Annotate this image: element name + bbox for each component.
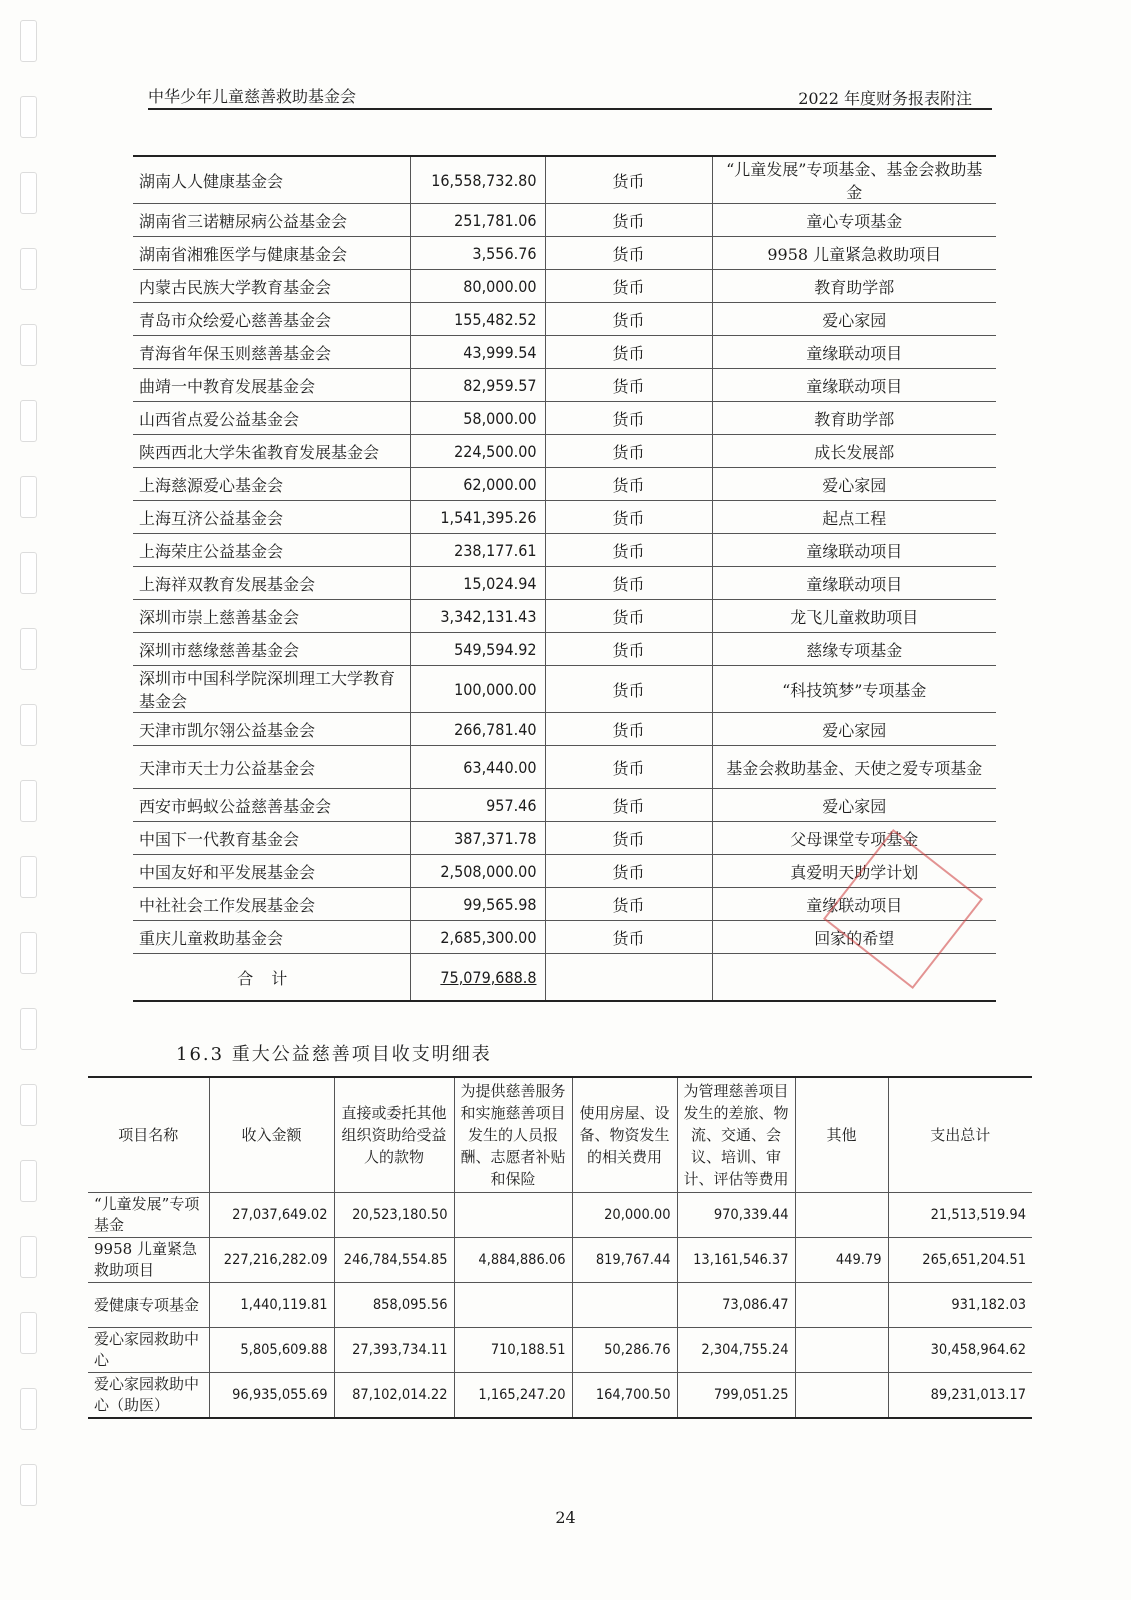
donation-row bbox=[133, 369, 996, 402]
donor-name: 上海互济公益基金会 bbox=[133, 501, 410, 534]
column-header: 使用房屋、设备、物资发生的相关费用 bbox=[572, 1077, 677, 1193]
donation-amount: 238,177.61 bbox=[410, 534, 545, 567]
project-row bbox=[88, 1328, 1032, 1373]
donation-purpose: 爱心家园 bbox=[712, 468, 996, 501]
total-empty-cell bbox=[712, 954, 996, 1002]
donation-row bbox=[133, 336, 996, 369]
donor-name: 陕西西北大学朱雀教育发展基金会 bbox=[133, 435, 410, 468]
donation-type: 货币 bbox=[545, 633, 712, 666]
donation-row bbox=[133, 600, 996, 633]
donation-purpose: 爱心家园 bbox=[712, 303, 996, 336]
project-name: 爱心家园救助中心 bbox=[88, 1328, 209, 1373]
project-value bbox=[795, 1283, 888, 1328]
donation-amount: 62,000.00 bbox=[410, 468, 545, 501]
donation-purpose: 童心专项基金 bbox=[712, 204, 996, 237]
donor-name: 天津市凯尔翎公益基金会 bbox=[133, 713, 410, 746]
project-value: 246,784,554.85 bbox=[334, 1238, 454, 1283]
project-value: 5,805,609.88 bbox=[209, 1328, 334, 1373]
donation-row bbox=[133, 204, 996, 237]
project-value: 50,286.76 bbox=[572, 1328, 677, 1373]
donor-name: 青岛市众绘爱心慈善基金会 bbox=[133, 303, 410, 336]
donation-purpose: “科技筑梦”专项基金 bbox=[712, 666, 996, 713]
column-header: 其他 bbox=[795, 1077, 888, 1193]
donation-amount: 58,000.00 bbox=[410, 402, 545, 435]
donation-purpose: 童缘联动项目 bbox=[712, 888, 996, 921]
project-value: 970,339.44 bbox=[677, 1193, 795, 1238]
donation-row bbox=[133, 746, 996, 789]
binder-hole bbox=[20, 1312, 37, 1354]
binder-hole bbox=[20, 704, 37, 746]
donation-type: 货币 bbox=[545, 600, 712, 633]
donation-amount: 155,482.52 bbox=[410, 303, 545, 336]
project-value: 73,086.47 bbox=[677, 1283, 795, 1328]
project-name: 9958 儿童紧急救助项目 bbox=[88, 1238, 209, 1283]
donation-row bbox=[133, 789, 996, 822]
project-value: 1,165,247.20 bbox=[454, 1373, 572, 1419]
donation-purpose: 童缘联动项目 bbox=[712, 534, 996, 567]
project-value: 89,231,013.17 bbox=[888, 1373, 1032, 1419]
donor-name: 湖南省三诺糖尿病公益基金会 bbox=[133, 204, 410, 237]
header-report-title: 2022 年度财务报表附注 bbox=[798, 89, 972, 108]
project-value: 227,216,282.09 bbox=[209, 1238, 334, 1283]
donation-amount: 99,565.98 bbox=[410, 888, 545, 921]
donation-type: 货币 bbox=[545, 534, 712, 567]
donor-name: 湖南省湘雅医学与健康基金会 bbox=[133, 237, 410, 270]
column-header: 支出总计 bbox=[888, 1077, 1032, 1193]
binder-hole bbox=[20, 1084, 37, 1126]
project-expense-table bbox=[88, 1076, 1032, 1419]
donation-row bbox=[133, 237, 996, 270]
donation-amount: 266,781.40 bbox=[410, 713, 545, 746]
donation-amount: 16,558,732.80 bbox=[410, 156, 545, 204]
project-value: 164,700.50 bbox=[572, 1373, 677, 1419]
donation-purpose: 慈缘专项基金 bbox=[712, 633, 996, 666]
donation-type: 货币 bbox=[545, 921, 712, 954]
page-header bbox=[148, 80, 992, 110]
total-label: 合计 bbox=[133, 954, 410, 1002]
donation-amount: 224,500.00 bbox=[410, 435, 545, 468]
binder-hole bbox=[20, 1160, 37, 1202]
donation-purpose: 起点工程 bbox=[712, 501, 996, 534]
donation-amount: 15,024.94 bbox=[410, 567, 545, 600]
donor-name: 中社社会工作发展基金会 bbox=[133, 888, 410, 921]
donation-type: 货币 bbox=[545, 666, 712, 713]
project-value: 27,393,734.11 bbox=[334, 1328, 454, 1373]
donation-type: 货币 bbox=[545, 501, 712, 534]
donor-name: 中国友好和平发展基金会 bbox=[133, 855, 410, 888]
binder-hole bbox=[20, 856, 37, 898]
column-header: 收入金额 bbox=[209, 1077, 334, 1193]
column-header: 项目名称 bbox=[88, 1077, 209, 1193]
donation-purpose: 真爱明天助学计划 bbox=[712, 855, 996, 888]
binder-hole bbox=[20, 932, 37, 974]
column-header: 为提供慈善服务和实施慈善项目发生的人员报酬、志愿者补贴和保险 bbox=[454, 1077, 572, 1193]
column-header: 为管理慈善项目发生的差旅、物流、交通、会议、培训、审计、评估等费用 bbox=[677, 1077, 795, 1193]
donation-type: 货币 bbox=[545, 468, 712, 501]
project-value: 96,935,055.69 bbox=[209, 1373, 334, 1419]
donation-purpose: 教育助学部 bbox=[712, 402, 996, 435]
project-value: 1,440,119.81 bbox=[209, 1283, 334, 1328]
binder-hole bbox=[20, 172, 37, 214]
donation-purpose: 爱心家园 bbox=[712, 789, 996, 822]
donation-amount: 549,594.92 bbox=[410, 633, 545, 666]
donation-amount: 2,685,300.00 bbox=[410, 921, 545, 954]
donation-type: 货币 bbox=[545, 336, 712, 369]
donation-purpose: 童缘联动项目 bbox=[712, 336, 996, 369]
project-value: 87,102,014.22 bbox=[334, 1373, 454, 1419]
binder-hole bbox=[20, 1464, 37, 1506]
donation-row bbox=[133, 402, 996, 435]
donation-purpose: 成长发展部 bbox=[712, 435, 996, 468]
binder-hole bbox=[20, 400, 37, 442]
project-value: 21,513,519.94 bbox=[888, 1193, 1032, 1238]
donation-type: 货币 bbox=[545, 303, 712, 336]
donation-amount: 2,508,000.00 bbox=[410, 855, 545, 888]
donation-amount: 63,440.00 bbox=[410, 746, 545, 789]
project-value bbox=[795, 1328, 888, 1373]
project-value: 819,767.44 bbox=[572, 1238, 677, 1283]
project-value: 30,458,964.62 bbox=[888, 1328, 1032, 1373]
page-number: 24 bbox=[555, 1508, 576, 1527]
donation-purpose: 基金会救助基金、天使之爱专项基金 bbox=[712, 746, 996, 789]
project-value: 4,884,886.06 bbox=[454, 1238, 572, 1283]
donation-type: 货币 bbox=[545, 435, 712, 468]
donor-name: 上海慈源爱心基金会 bbox=[133, 468, 410, 501]
donation-type: 货币 bbox=[545, 822, 712, 855]
donation-amount: 251,781.06 bbox=[410, 204, 545, 237]
donation-row bbox=[133, 633, 996, 666]
project-row bbox=[88, 1283, 1032, 1328]
donation-row bbox=[133, 534, 996, 567]
binder-hole bbox=[20, 248, 37, 290]
donation-purpose: 童缘联动项目 bbox=[712, 567, 996, 600]
donor-name: 青海省年保玉则慈善基金会 bbox=[133, 336, 410, 369]
donation-row bbox=[133, 501, 996, 534]
project-value: 20,000.00 bbox=[572, 1193, 677, 1238]
donation-type: 货币 bbox=[545, 402, 712, 435]
binder-hole bbox=[20, 780, 37, 822]
donor-name: 深圳市中国科学院深圳理工大学教育基金会 bbox=[133, 666, 410, 713]
donor-name: 山西省点爱公益基金会 bbox=[133, 402, 410, 435]
donation-amount: 43,999.54 bbox=[410, 336, 545, 369]
donation-row bbox=[133, 435, 996, 468]
binder-hole bbox=[20, 324, 37, 366]
project-value bbox=[795, 1373, 888, 1419]
donation-type: 货币 bbox=[545, 270, 712, 303]
project-name: 爱心家园救助中心（助医） bbox=[88, 1373, 209, 1419]
donation-type: 货币 bbox=[545, 713, 712, 746]
project-value: 858,095.56 bbox=[334, 1283, 454, 1328]
project-value: 799,051.25 bbox=[677, 1373, 795, 1419]
donation-row bbox=[133, 713, 996, 746]
binder-hole bbox=[20, 628, 37, 670]
donation-type: 货币 bbox=[545, 237, 712, 270]
project-value: 710,188.51 bbox=[454, 1328, 572, 1373]
donation-type: 货币 bbox=[545, 789, 712, 822]
donation-type: 货币 bbox=[545, 567, 712, 600]
donation-amount: 957.46 bbox=[410, 789, 545, 822]
donation-type: 货币 bbox=[545, 855, 712, 888]
project-value: 20,523,180.50 bbox=[334, 1193, 454, 1238]
donation-purpose: 爱心家园 bbox=[712, 713, 996, 746]
binder-hole bbox=[20, 1236, 37, 1278]
donor-name: 内蒙古民族大学教育基金会 bbox=[133, 270, 410, 303]
project-value bbox=[795, 1193, 888, 1238]
donation-type: 货币 bbox=[545, 369, 712, 402]
total-empty-cell bbox=[545, 954, 712, 1002]
project-value: 931,182.03 bbox=[888, 1283, 1032, 1328]
donor-name: 曲靖一中教育发展基金会 bbox=[133, 369, 410, 402]
donation-amount: 3,556.76 bbox=[410, 237, 545, 270]
section-title: 16.3 重大公益慈善项目收支明细表 bbox=[176, 1044, 492, 1065]
donation-amount: 100,000.00 bbox=[410, 666, 545, 713]
binder-hole bbox=[20, 1388, 37, 1430]
donation-amount: 80,000.00 bbox=[410, 270, 545, 303]
donor-name: 深圳市慈缘慈善基金会 bbox=[133, 633, 410, 666]
project-value: 27,037,649.02 bbox=[209, 1193, 334, 1238]
project-value: 13,161,546.37 bbox=[677, 1238, 795, 1283]
donation-row bbox=[133, 822, 996, 855]
binder-hole bbox=[20, 476, 37, 518]
donation-type: 货币 bbox=[545, 204, 712, 237]
donation-type: 货币 bbox=[545, 888, 712, 921]
donation-type: 货币 bbox=[545, 746, 712, 789]
donor-name: 重庆儿童救助基金会 bbox=[133, 921, 410, 954]
donation-purpose: 9958 儿童紧急救助项目 bbox=[712, 237, 996, 270]
donation-row bbox=[133, 156, 996, 204]
project-value: 2,304,755.24 bbox=[677, 1328, 795, 1373]
project-name: “儿童发展”专项基金 bbox=[88, 1193, 209, 1238]
project-row bbox=[88, 1373, 1032, 1419]
binder-hole bbox=[20, 20, 37, 62]
donation-row bbox=[133, 303, 996, 336]
header-org-name: 中华少年儿童慈善救助基金会 bbox=[148, 87, 357, 106]
project-value bbox=[454, 1193, 572, 1238]
donation-amount: 3,342,131.43 bbox=[410, 600, 545, 633]
total-amount: 75,079,688.8 bbox=[410, 954, 545, 1002]
binder-hole bbox=[20, 1008, 37, 1050]
donation-purpose: 父母课堂专项基金 bbox=[712, 822, 996, 855]
binder-hole bbox=[20, 96, 37, 138]
column-header: 直接或委托其他组织资助给受益人的款物 bbox=[334, 1077, 454, 1193]
donation-purpose: 龙飞儿童救助项目 bbox=[712, 600, 996, 633]
donation-row bbox=[133, 270, 996, 303]
donor-name: 中国下一代教育基金会 bbox=[133, 822, 410, 855]
project-row bbox=[88, 1238, 1032, 1283]
project-value: 265,651,204.51 bbox=[888, 1238, 1032, 1283]
donor-name: 上海祥双教育发展基金会 bbox=[133, 567, 410, 600]
donor-name: 天津市天士力公益基金会 bbox=[133, 746, 410, 789]
donor-name: 上海荣庄公益基金会 bbox=[133, 534, 410, 567]
donation-amount: 1,541,395.26 bbox=[410, 501, 545, 534]
project-value bbox=[454, 1283, 572, 1328]
donor-name: 深圳市崇上慈善基金会 bbox=[133, 600, 410, 633]
donation-amount: 387,371.78 bbox=[410, 822, 545, 855]
donation-type: 货币 bbox=[545, 156, 712, 204]
project-row bbox=[88, 1193, 1032, 1238]
donor-name: 湖南人人健康基金会 bbox=[133, 156, 410, 204]
donation-amount: 82,959.57 bbox=[410, 369, 545, 402]
donation-purpose: 回家的希望 bbox=[712, 921, 996, 954]
binder-hole bbox=[20, 552, 37, 594]
total-row bbox=[133, 954, 996, 1002]
project-name: 爱健康专项基金 bbox=[88, 1283, 209, 1328]
donation-row bbox=[133, 567, 996, 600]
donation-row bbox=[133, 666, 996, 713]
donor-name: 西安市蚂蚁公益慈善基金会 bbox=[133, 789, 410, 822]
donation-purpose: 教育助学部 bbox=[712, 270, 996, 303]
project-value: 449.79 bbox=[795, 1238, 888, 1283]
project-value bbox=[572, 1283, 677, 1328]
donation-purpose: 童缘联动项目 bbox=[712, 369, 996, 402]
donation-purpose: “儿童发展”专项基金、基金会救助基金 bbox=[712, 156, 996, 204]
donation-row bbox=[133, 468, 996, 501]
